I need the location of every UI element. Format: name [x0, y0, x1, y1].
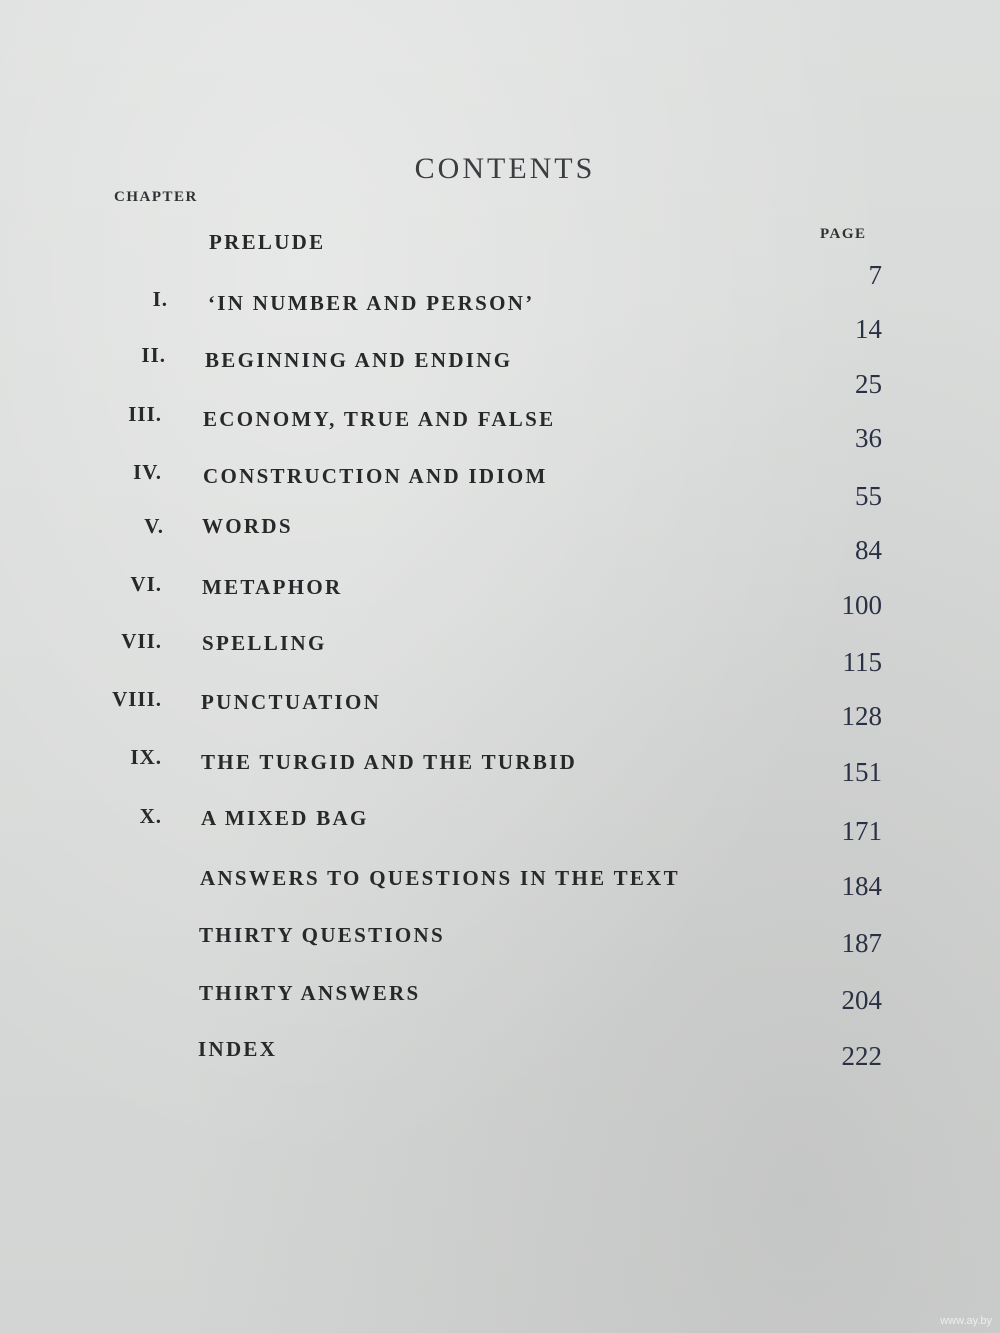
chapter-title: WORDS: [202, 514, 293, 538]
chapter-number: VIII.: [112, 687, 162, 711]
chapter-title: ANSWERS TO QUESTIONS IN THE TEXT: [200, 866, 680, 890]
chapter-title: PRELUDE: [209, 230, 326, 254]
chapter-title: ECONOMY, TRUE AND FALSE: [203, 407, 556, 431]
chapter-title: METAPHOR: [202, 575, 343, 599]
chapter-title: SPELLING: [202, 631, 327, 655]
page-number: 204: [841, 985, 882, 1015]
page-number: 7: [868, 260, 882, 290]
chapter-title: THE TURGID AND THE TURBID: [201, 750, 578, 774]
page-number: 187: [841, 928, 882, 958]
page-number: 25: [855, 369, 882, 399]
chapter-title: PUNCTUATION: [201, 690, 382, 714]
page-number: 55: [855, 481, 882, 511]
chapter-number: VII.: [121, 629, 162, 653]
chapter-title: THIRTY ANSWERS: [199, 981, 421, 1005]
chapter-title: ‘IN NUMBER AND PERSON’: [208, 291, 535, 315]
chapter-number: V.: [144, 514, 164, 538]
chapter-number: IV.: [133, 460, 162, 484]
chapter-number: IX.: [130, 745, 162, 769]
chapter-number: VI.: [130, 572, 162, 596]
page-number: 128: [841, 701, 882, 731]
page-number: 151: [841, 757, 882, 787]
chapter-number: I.: [152, 287, 168, 311]
chapter-number: III.: [128, 402, 162, 426]
chapter-number: II.: [141, 343, 166, 367]
page-number: 100: [841, 590, 882, 620]
chapter-title: A MIXED BAG: [201, 806, 369, 830]
chapter-title: THIRTY QUESTIONS: [199, 923, 445, 947]
watermark: www.ay.by: [940, 1315, 992, 1327]
chapter-title: CONSTRUCTION AND IDIOM: [203, 464, 548, 488]
page-number: 115: [842, 647, 882, 677]
chapter-title: INDEX: [198, 1037, 278, 1061]
chapter-title: BEGINNING AND ENDING: [205, 348, 513, 372]
page-number: 14: [855, 314, 882, 344]
page-number: 222: [841, 1041, 882, 1071]
page-title: CONTENTS: [414, 152, 596, 185]
page-number: 171: [841, 816, 882, 846]
page-number: 36: [855, 423, 882, 453]
chapter-number: X.: [139, 804, 162, 828]
page-number: 184: [841, 871, 882, 901]
chapter-column-header: CHAPTER: [114, 189, 198, 205]
page-column-header: PAGE: [820, 226, 867, 242]
page-number: 84: [855, 535, 882, 565]
